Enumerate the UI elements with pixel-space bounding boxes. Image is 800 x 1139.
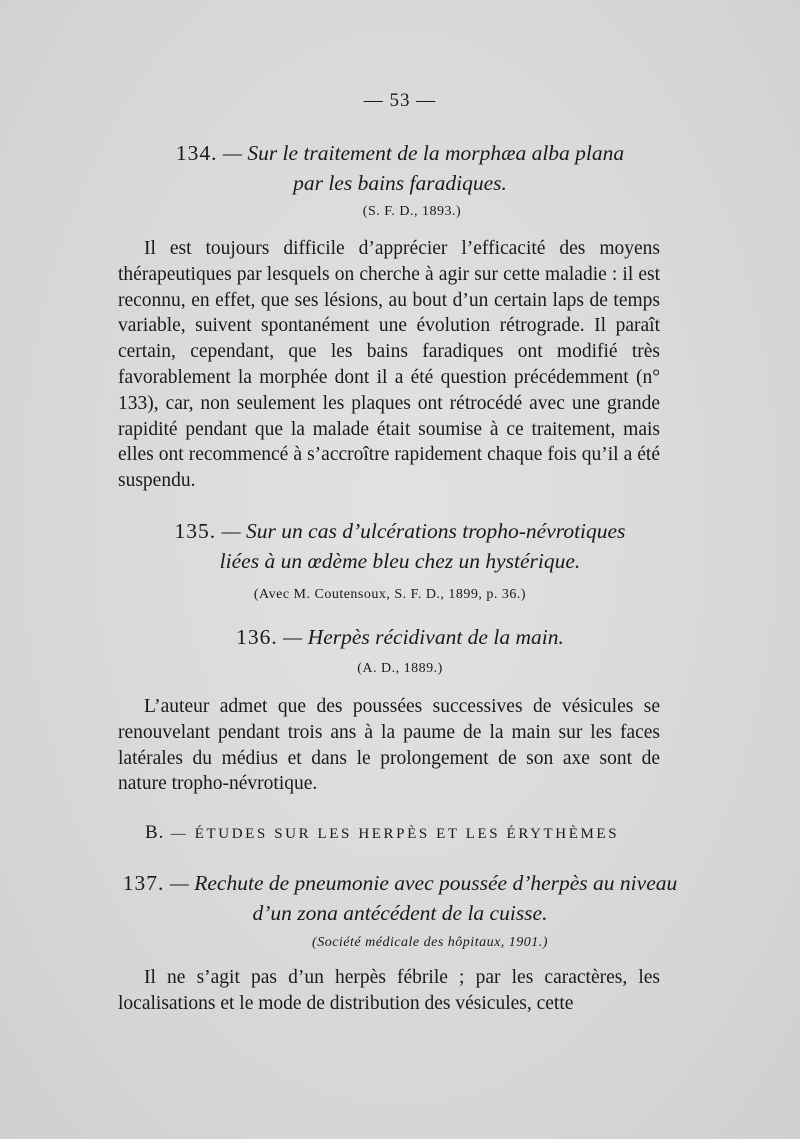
entry-135-source: (Avec M. Coutensoux, S. F. D., 1899, p. 36.): [253, 587, 527, 602]
entry-136-number: 136.: [236, 625, 278, 649]
section-title: — ÉTUDES SUR LES HERPÈS ET LES ÉRYTHÈMES: [170, 826, 620, 842]
entry-134-paragraph-text: Il est toujours difficile d’apprécier l’efficacité des moyens thérapeutiques par lesquels on cherche à agir sur cette maladie : il est reconnu, en effet, que ses lésions, au bout d’un certain laps de temps variable, suivent spontanément une évolution rétrograde. Il paraît certain, cependant, que les bains faradiques ont modifié très favorablement la morphée dont il a été question précédemment (n° 133), car, non seulement les plaques ont rétrocédé avec une grande rapidité pendant que la malade était soumise à ce traitement, mais elles ont recommencé à s’accroître rapidement chaque fois qu’il a été suspendu.: [118, 238, 660, 492]
entry-137-title-line1: — Rechute de pneumonie avec poussée d’herpès au niveau: [169, 871, 678, 895]
entry-135-title-line2: liées à un œdème bleu chez un hystérique.: [219, 549, 581, 573]
entry-134-title-line1: — Sur le traitement de la morphæa alba plana: [222, 141, 625, 165]
entry-137-source: [30, 935, 800, 951]
section-letter: B.: [145, 822, 165, 843]
entry-137-title-line2: d’un zona antécédent de la cuisse.: [252, 901, 548, 925]
entry-136-source: (A. D., 1889.): [357, 661, 443, 676]
entry-137-paragraph: [118, 965, 660, 1017]
entry-137-number: 137.: [122, 871, 165, 895]
entry-135-title-line1: — Sur un cas d’ulcérations tropho-névrotiques: [221, 519, 626, 543]
entry-137-title: [0, 868, 800, 928]
entry-134-title: [0, 138, 800, 198]
entry-136-paragraph: [118, 694, 660, 797]
entry-137-paragraph-text: Il ne s’agit pas d’un herpès fébrile ; par les caractères, les localisations et le mode de distribution des vésicules, cette: [118, 967, 660, 1014]
entry-136-paragraph-text: L’auteur admet que des poussées successives de vésicules se renouvelant pendant trois ans à la paume de la main sur les faces latérales du médius et dans le prolongement de son axe sont de nature tropho-névrotique.: [118, 696, 660, 795]
entry-134-source: (S. F. D., 1893.): [362, 204, 462, 219]
entry-136-title: [0, 622, 800, 652]
entry-136-title-line1: — Herpès récidivant de la main.: [283, 625, 564, 649]
entry-134-paragraph: [118, 236, 660, 494]
page-number: — 53 —: [363, 90, 437, 111]
entry-137-source-text: (Société médicale des hôpitaux, 1901.): [312, 935, 548, 950]
entry-134-number: 134.: [175, 141, 218, 165]
entry-135-title: [0, 516, 800, 576]
entry-135-number: 135.: [174, 519, 217, 543]
entry-134-title-line2: par les bains faradiques.: [293, 171, 507, 195]
section-heading: [145, 822, 665, 844]
